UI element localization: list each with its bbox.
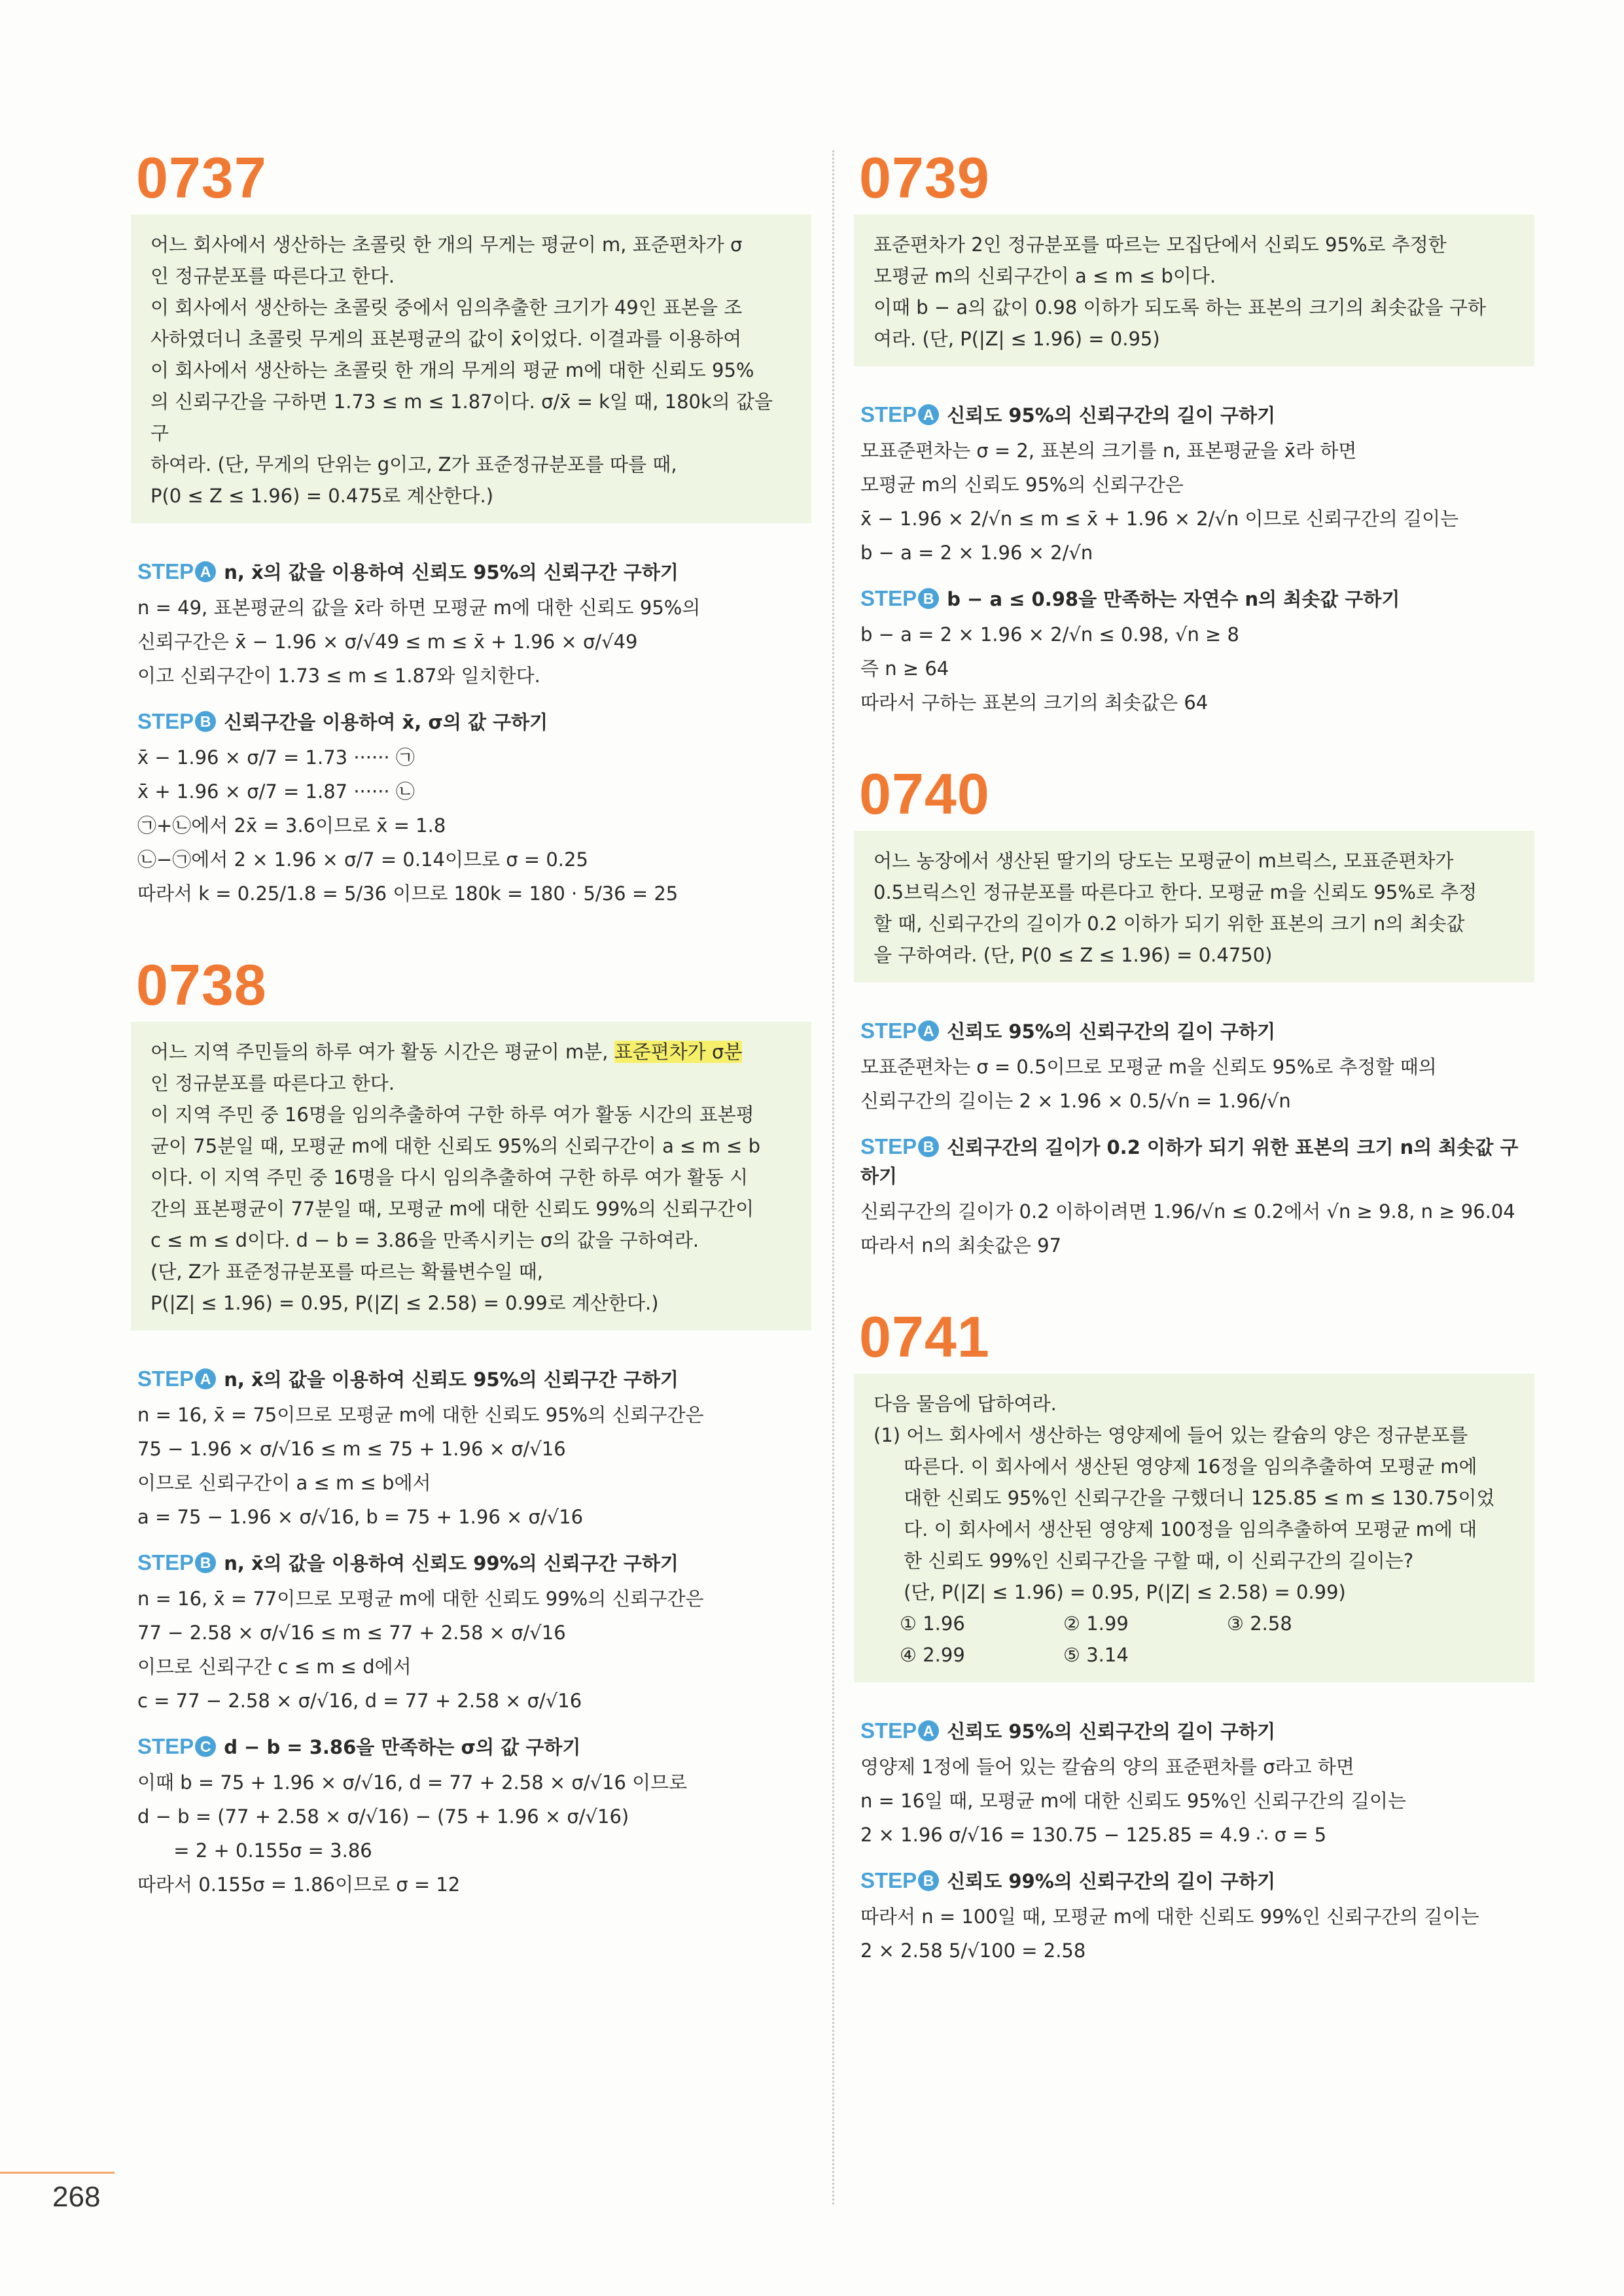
step-label: STEP B bbox=[860, 1134, 939, 1158]
step-title: 신뢰구간을 이용하여 x̄, σ의 값 구하기 bbox=[224, 711, 548, 733]
solution-line: 따라서 n = 100일 때, 모평균 m에 대한 신뢰도 99%인 신뢰구간의 길이는 bbox=[860, 1905, 1479, 1928]
solution-line: 2 × 1.96 σ/√16 = 130.75 − 125.85 = 4.9 ∴ σ = 5 bbox=[860, 1824, 1327, 1846]
solution-line: 이므로 신뢰구간 c ≤ m ≤ d에서 bbox=[137, 1656, 412, 1678]
solution-line: 따라서 0.155σ = 1.86이므로 σ = 12 bbox=[137, 1873, 461, 1896]
problem-0741 bbox=[854, 1304, 1534, 1968]
solution-line: = 2 + 0.155σ = 3.86 bbox=[137, 1839, 372, 1862]
problem-0740 bbox=[854, 761, 1534, 1262]
solution-line: ㉡−㉠에서 2 × 1.96 × σ/7 = 0.14이므로 σ = 0.25 bbox=[137, 848, 588, 871]
problem-line: P(|Z| ≤ 1.96) = 0.95, P(|Z| ≤ 2.58) = 0.99로 계산한다.) bbox=[150, 1292, 659, 1314]
step-b-heading bbox=[860, 584, 1528, 614]
choice-5[interactable]: ⑤ 3.14 bbox=[1063, 1644, 1129, 1666]
problem-line: 이다. 이 지역 주민 중 16명을 다시 임의추출하여 구한 하루 여가 활동 시 bbox=[150, 1166, 749, 1189]
solution bbox=[131, 1331, 811, 1902]
problem-line: 0.5브릭스인 정규분포를 따른다고 한다. 모평균 m을 신뢰도 95%로 추정 bbox=[874, 881, 1477, 903]
solution-line: n = 16, x̄ = 75이므로 모평균 m에 대한 신뢰도 95%의 신뢰구간은 bbox=[137, 1404, 704, 1426]
step-a-heading bbox=[137, 1365, 805, 1394]
step-a-heading bbox=[860, 1017, 1528, 1046]
step-label: STEP B bbox=[860, 586, 939, 610]
step-a-heading bbox=[860, 400, 1528, 430]
answer-choices bbox=[874, 1608, 1519, 1671]
step-letter-badge: A bbox=[195, 1368, 216, 1389]
step-a-heading bbox=[137, 557, 805, 587]
solution bbox=[854, 1682, 1534, 1968]
step-letter-badge: B bbox=[195, 711, 216, 732]
problem-line: P(0 ≤ Z ≤ 1.96) = 0.475로 계산한다.) bbox=[150, 485, 494, 507]
step-letter-badge: A bbox=[918, 1720, 939, 1741]
solution-line: 영양제 1정에 들어 있는 칼슘의 양의 표준편차를 σ라고 하면 bbox=[860, 1756, 1354, 1778]
step-c-heading bbox=[137, 1732, 805, 1762]
problem-0739 bbox=[854, 145, 1534, 720]
problem-line: 인 정규분포를 따른다고 한다. bbox=[150, 1072, 395, 1094]
problem-line: 이 회사에서 생산하는 초콜릿 중에서 임의추출한 크기가 49인 표본을 조 bbox=[150, 296, 743, 319]
step-label: STEP A bbox=[137, 1366, 216, 1391]
problem-line: 어느 회사에서 생산하는 초콜릿 한 개의 무게는 평균이 m, 표준편차가 σ bbox=[150, 234, 743, 256]
solution-line: 이고 신뢰구간이 1.73 ≤ m ≤ 1.87와 일치한다. bbox=[137, 665, 540, 687]
problem-line: 이 지역 주민 중 16명을 임의추출하여 구한 하루 여가 활동 시간의 표본평 bbox=[150, 1104, 754, 1126]
choice-3[interactable]: ③ 2.58 bbox=[1227, 1612, 1292, 1635]
problem-line: c ≤ m ≤ d이다. d − b = 3.86을 만족시키는 σ의 값을 구하여라. bbox=[150, 1229, 699, 1251]
column-divider bbox=[832, 150, 834, 2204]
problem-statement bbox=[131, 215, 811, 523]
solution-line: 신뢰구간은 x̄ − 1.96 × σ/√49 ≤ m ≤ x̄ + 1.96 × σ/√49 bbox=[137, 631, 638, 653]
solution-line: 따라서 n의 최솟값은 97 bbox=[860, 1234, 1062, 1257]
choice-4[interactable]: ④ 2.99 bbox=[900, 1644, 965, 1666]
step-letter-badge: A bbox=[918, 1020, 939, 1041]
solution-line: 이므로 신뢰구간이 a ≤ m ≤ b에서 bbox=[137, 1472, 431, 1494]
solution-line: b − a = 2 × 1.96 × 2/√n bbox=[860, 542, 1093, 564]
solution bbox=[131, 523, 811, 911]
step-title: 신뢰구간의 길이가 0.2 이하가 되기 위한 표본의 크기 n의 최솟값 구하기 bbox=[860, 1136, 1519, 1187]
problem-line: 여라. (단, P(|Z| ≤ 1.96) = 0.95) bbox=[874, 328, 1160, 350]
step-letter-badge: B bbox=[918, 1870, 939, 1891]
choice-2[interactable]: ② 1.99 bbox=[1063, 1612, 1129, 1635]
problem-number: 0739 bbox=[859, 145, 990, 210]
problem-line: 균이 75분일 때, 모평균 m에 대한 신뢰도 95%의 신뢰구간이 a ≤ m ≤ b bbox=[150, 1135, 760, 1157]
step-letter-badge: B bbox=[918, 1136, 939, 1157]
page-number-rule bbox=[0, 2172, 115, 2174]
problem-line: 인 정규분포를 따른다고 한다. bbox=[150, 265, 395, 287]
left-column bbox=[131, 131, 811, 1947]
problem-number: 0737 bbox=[136, 145, 267, 210]
problem-0738 bbox=[131, 952, 811, 1902]
step-letter-badge: A bbox=[918, 404, 939, 425]
problem-text: 어느 지역 주민들의 하루 여가 활동 시간은 평균이 m분, bbox=[150, 1041, 614, 1063]
problem-line: 간의 표본평균이 77분일 때, 모평균 m에 대한 신뢰도 99%의 신뢰구간이 bbox=[150, 1198, 754, 1220]
solution-line: 75 − 1.96 × σ/√16 ≤ m ≤ 75 + 1.96 × σ/√16 bbox=[137, 1438, 566, 1460]
step-label: STEP B bbox=[860, 1868, 939, 1892]
step-label: STEP B bbox=[137, 1550, 216, 1574]
problem-statement bbox=[854, 831, 1534, 983]
step-letter-badge: B bbox=[918, 588, 939, 609]
problem-line: 의 신뢰구간을 구하면 1.73 ≤ m ≤ 1.87이다. σ/x̄ = k일 때, 180k의 값을 구 bbox=[150, 391, 773, 444]
problem-0737 bbox=[131, 145, 811, 911]
step-title: b − a ≤ 0.98을 만족하는 자연수 n의 최솟값 구하기 bbox=[947, 588, 1400, 610]
solution-line: ㉠+㉡에서 2x̄ = 3.6이므로 x̄ = 1.8 bbox=[137, 814, 446, 837]
step-b-heading bbox=[137, 707, 805, 737]
step-label: STEP C bbox=[137, 1734, 216, 1758]
solution-line: 77 − 2.58 × σ/√16 ≤ m ≤ 77 + 2.58 × σ/√16 bbox=[137, 1622, 566, 1644]
solution-line: 따라서 구하는 표본의 크기의 최솟값은 64 bbox=[860, 691, 1209, 714]
step-title: n, x̄의 값을 이용하여 신뢰도 95%의 신뢰구간 구하기 bbox=[224, 1368, 679, 1391]
step-b-heading bbox=[137, 1548, 805, 1578]
step-label: STEP B bbox=[137, 709, 216, 733]
problem-number: 0738 bbox=[136, 952, 267, 1017]
right-column bbox=[854, 131, 1534, 2013]
solution-line: 따라서 k = 0.25/1.8 = 5/36 이므로 180k = 180 · 5/36 = 25 bbox=[137, 882, 679, 905]
step-title: 신뢰도 95%의 신뢰구간의 길이 구하기 bbox=[947, 1020, 1276, 1043]
solution bbox=[854, 983, 1534, 1262]
problem-line: (단, P(|Z| ≤ 1.96) = 0.95, P(|Z| ≤ 2.58) = 0.99) bbox=[874, 1581, 1346, 1603]
solution-line: x̄ + 1.96 × σ/7 = 1.87 ······ ㉡ bbox=[137, 780, 415, 803]
problem-line: 다음 물음에 답하여라. bbox=[874, 1393, 1057, 1415]
problem-line bbox=[150, 1036, 796, 1068]
problem-line: 사하였더니 초콜릿 무게의 표본평균의 값이 x̄이었다. 이결과를 이용하여 bbox=[150, 328, 742, 350]
problem-statement bbox=[854, 1374, 1534, 1682]
step-title: n, x̄의 값을 이용하여 신뢰도 99%의 신뢰구간 구하기 bbox=[224, 1552, 679, 1574]
step-a-heading bbox=[860, 1716, 1528, 1746]
step-letter-badge: B bbox=[195, 1552, 216, 1573]
solution-line: x̄ − 1.96 × 2/√n ≤ m ≤ x̄ + 1.96 × 2/√n 이므로 신뢰구간의 길이는 bbox=[860, 508, 1459, 530]
problem-line: (1) 어느 회사에서 생산하는 영양제에 들어 있는 칼슘의 양은 정규분포를 bbox=[874, 1424, 1468, 1446]
highlighted-text: 표준편차가 σ분 bbox=[614, 1041, 743, 1063]
solution-line: 이때 b = 75 + 1.96 × σ/√16, d = 77 + 2.58 × σ/√16 이므로 bbox=[137, 1771, 688, 1794]
solution bbox=[854, 366, 1534, 720]
step-letter-badge: A bbox=[195, 561, 216, 582]
problem-line: 따른다. 이 회사에서 생산된 영양제 16정을 임의추출하여 모평균 m에 bbox=[874, 1455, 1477, 1478]
choice-1[interactable]: ① 1.96 bbox=[900, 1612, 965, 1635]
step-label: STEP A bbox=[137, 559, 216, 583]
problem-line: 어느 농장에서 생산된 딸기의 당도는 모평균이 m브릭스, 모표준편차가 bbox=[874, 850, 1454, 872]
solution-line: 2 × 2.58 5/√100 = 2.58 bbox=[860, 1939, 1086, 1962]
problem-line: 할 때, 신뢰구간의 길이가 0.2 이하가 되기 위한 표본의 크기 n의 최솟값 bbox=[874, 913, 1465, 935]
problem-line: 이때 b − a의 값이 0.98 이하가 되도록 하는 표본의 크기의 최솟값을 구하 bbox=[874, 296, 1487, 319]
solution-line: d − b = (77 + 2.58 × σ/√16) − (75 + 1.96 × σ/√16) bbox=[137, 1805, 629, 1828]
solution-line: n = 16일 때, 모평균 m에 대한 신뢰도 95%인 신뢰구간의 길이는 bbox=[860, 1790, 1406, 1812]
step-label: STEP A bbox=[860, 1018, 939, 1043]
step-label: STEP A bbox=[860, 1718, 939, 1743]
step-title: 신뢰도 95%의 신뢰구간의 길이 구하기 bbox=[947, 404, 1276, 426]
problem-line: 이 회사에서 생산하는 초콜릿 한 개의 무게의 평균 m에 대한 신뢰도 95% bbox=[150, 359, 754, 381]
problem-statement bbox=[854, 215, 1534, 366]
problem-line: 을 구하여라. (단, P(0 ≤ Z ≤ 1.96) = 0.4750) bbox=[874, 944, 1273, 966]
step-title: d − b = 3.86을 만족하는 σ의 값 구하기 bbox=[224, 1736, 581, 1758]
solution-line: x̄ − 1.96 × σ/7 = 1.73 ······ ㉠ bbox=[137, 746, 415, 769]
step-title: 신뢰도 99%의 신뢰구간의 길이 구하기 bbox=[947, 1870, 1276, 1892]
solution-line: n = 49, 표본평균의 값을 x̄라 하면 모평균 m에 대한 신뢰도 95%의 bbox=[137, 597, 701, 619]
step-b-heading bbox=[860, 1132, 1528, 1191]
solution-line: n = 16, x̄ = 77이므로 모평균 m에 대한 신뢰도 99%의 신뢰구간은 bbox=[137, 1588, 704, 1610]
solution-line: b − a = 2 × 1.96 × 2/√n ≤ 0.98, √n ≥ 8 bbox=[860, 623, 1240, 646]
problem-statement bbox=[131, 1022, 811, 1331]
problem-line: 한 신뢰도 99%인 신뢰구간을 구할 때, 이 신뢰구간의 길이는? bbox=[874, 1550, 1414, 1572]
problem-number: 0740 bbox=[859, 761, 990, 826]
solution-line: 모평균 m의 신뢰도 95%의 신뢰구간은 bbox=[860, 474, 1184, 496]
problem-line: (단, Z가 표준정규분포를 따르는 확률변수일 때, bbox=[150, 1261, 543, 1283]
problem-line: 대한 신뢰도 95%인 신뢰구간을 구했더니 125.85 ≤ m ≤ 130.75이었 bbox=[874, 1487, 1495, 1509]
solution-line: 모표준편차는 σ = 0.5이므로 모평균 m을 신뢰도 95%로 추정할 때의 bbox=[860, 1056, 1437, 1078]
solution-line: 즉 n ≥ 64 bbox=[860, 657, 949, 680]
page-number: 268 bbox=[52, 2181, 101, 2213]
step-title: 신뢰도 95%의 신뢰구간의 길이 구하기 bbox=[947, 1720, 1276, 1743]
step-letter-badge: C bbox=[195, 1736, 216, 1757]
solution-line: 신뢰구간의 길이가 0.2 이하이려면 1.96/√n ≤ 0.2에서 √n ≥ 9.8, n ≥ 96.04 bbox=[860, 1200, 1515, 1223]
step-b-heading bbox=[860, 1866, 1528, 1896]
step-label: STEP A bbox=[860, 402, 939, 426]
solution-line: a = 75 − 1.96 × σ/√16, b = 75 + 1.96 × σ/√16 bbox=[137, 1506, 584, 1528]
problem-line: 하여라. (단, 무게의 단위는 g이고, Z가 표준정규분포를 따를 때, bbox=[150, 453, 677, 476]
solution-line: 신뢰구간의 길이는 2 × 1.96 × 0.5/√n = 1.96/√n bbox=[860, 1090, 1291, 1112]
solution-line: 모표준편차는 σ = 2, 표본의 크기를 n, 표본평균을 x̄라 하면 bbox=[860, 440, 1357, 462]
problem-number: 0741 bbox=[859, 1304, 990, 1369]
problem-line: 다. 이 회사에서 생산된 영양제 100정을 임의추출하여 모평균 m에 대 bbox=[874, 1518, 1477, 1540]
solution-line: c = 77 − 2.58 × σ/√16, d = 77 + 2.58 × σ/√16 bbox=[137, 1690, 582, 1712]
problem-line: 모평균 m의 신뢰구간이 a ≤ m ≤ b이다. bbox=[874, 265, 1216, 287]
step-title: n, x̄의 값을 이용하여 신뢰도 95%의 신뢰구간 구하기 bbox=[224, 561, 679, 583]
problem-line: 표준편차가 2인 정규분포를 따르는 모집단에서 신뢰도 95%로 추정한 bbox=[874, 234, 1447, 256]
